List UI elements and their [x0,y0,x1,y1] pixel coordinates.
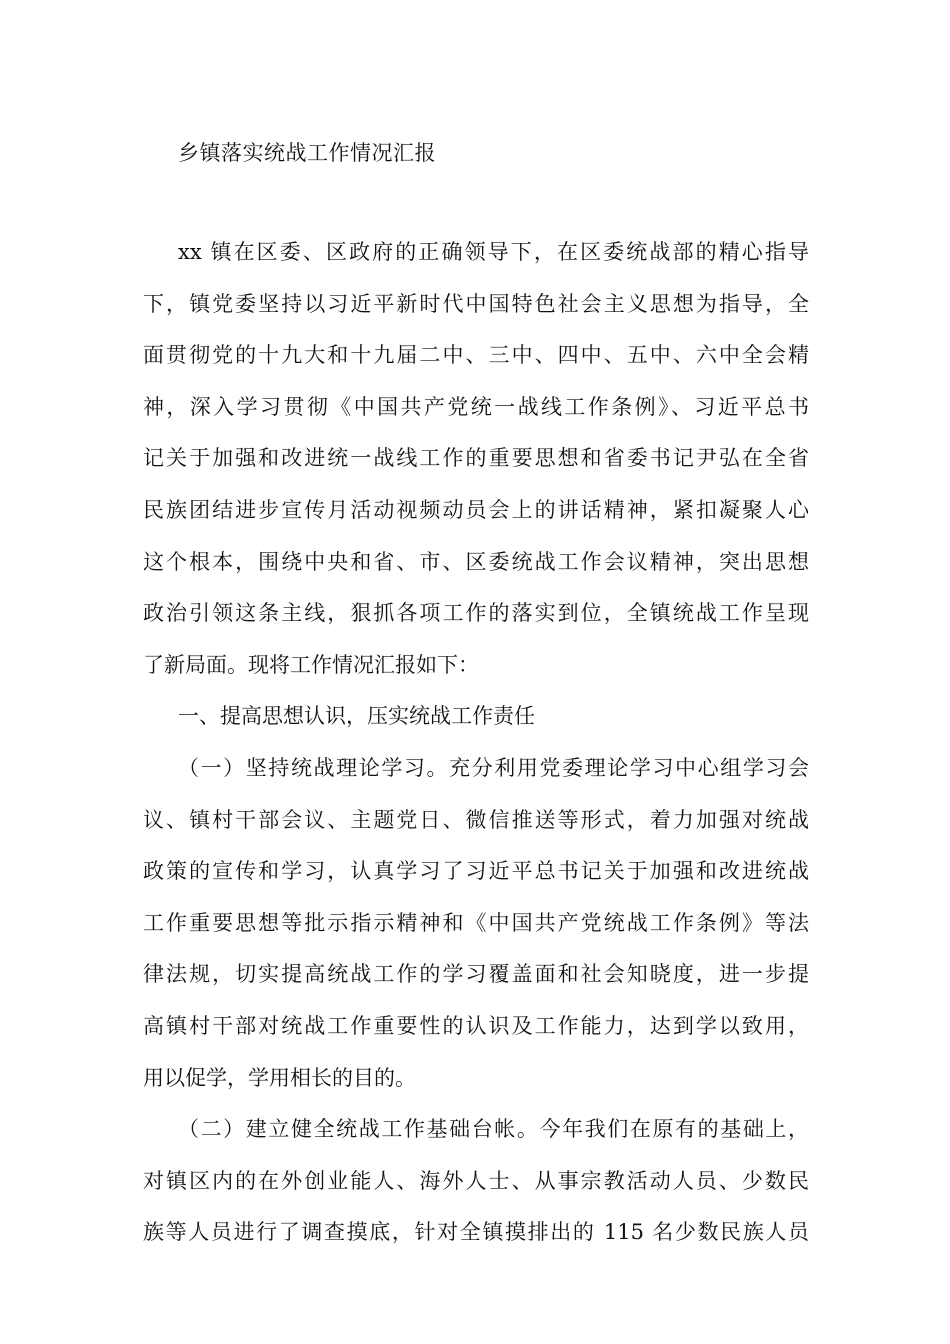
paragraph-1-line-2: 下，镇党委坚持以习近平新时代中国特色社会主义思想为指导，全 [143,291,809,316]
paragraph-1-line-9: 了新局面。现将工作情况汇报如下： [143,652,479,677]
paragraph-3-line-7: 用以促学，学用相长的目的。 [143,1065,416,1090]
paragraph-1-line-8: 政治引领这条主线，狠抓各项工作的落实到位，全镇统战工作呈现 [143,601,809,626]
paragraph-1-line-1: xx 镇在区委、区政府的正确领导下，在区委统战部的精心指导 [178,240,809,264]
document-title: 乡镇落实统战工作情况汇报 [178,141,436,165]
paragraph-1-line-4: 神，深入学习贯彻《中国共产党统一战线工作条例》、习近平总书 [143,394,809,419]
document-body [143,227,809,1259]
paragraph-1-line-6: 民族团结进步宣传月活动视频动员会上的讲话精神，紧扣凝聚人心 [143,497,809,522]
section-heading-1: 一、提高思想认识，压实统战工作责任 [178,704,535,729]
paragraph-3-line-5: 律法规，切实提高统战工作的学习覆盖面和社会知晓度，进一步提 [143,962,809,987]
paragraph-4-line-3: 族等人员进行了调查摸底，针对全镇摸排出的 115 名少数民族人员 [143,1220,809,1245]
paragraph-3-line-4: 工作重要思想等批示指示精神和《中国共产党统战工作条例》等法 [143,910,809,935]
paragraph-1-line-3: 面贯彻党的十九大和十九届二中、三中、四中、五中、六中全会精 [143,343,809,368]
paragraph-4-line-2: 对镇区内的在外创业能人、海外人士、从事宗教活动人员、少数民 [143,1168,809,1193]
paragraph-3-line-2: 议、镇村干部会议、主题党日、微信推送等形式，着力加强对统战 [143,807,809,832]
paragraph-3-line-6: 高镇村干部对统战工作重要性的认识及工作能力，达到学以致用， [143,1013,809,1038]
paragraph-1-line-5: 记关于加强和改进统一战线工作的重要思想和省委书记尹弘在全省 [143,446,809,471]
paragraph-3-line-3: 政策的宣传和学习，认真学习了习近平总书记关于加强和改进统战 [143,859,809,884]
paragraph-3-line-1: （一）坚持统战理论学习。充分利用党委理论学习中心组学习会 [178,755,809,780]
paragraph-4-line-1: （二）建立健全统战工作基础台帐。今年我们在原有的基础上， [178,1117,809,1142]
paragraph-1-line-7: 这个根本，围绕中央和省、市、区委统战工作会议精神，突出思想 [143,549,809,574]
